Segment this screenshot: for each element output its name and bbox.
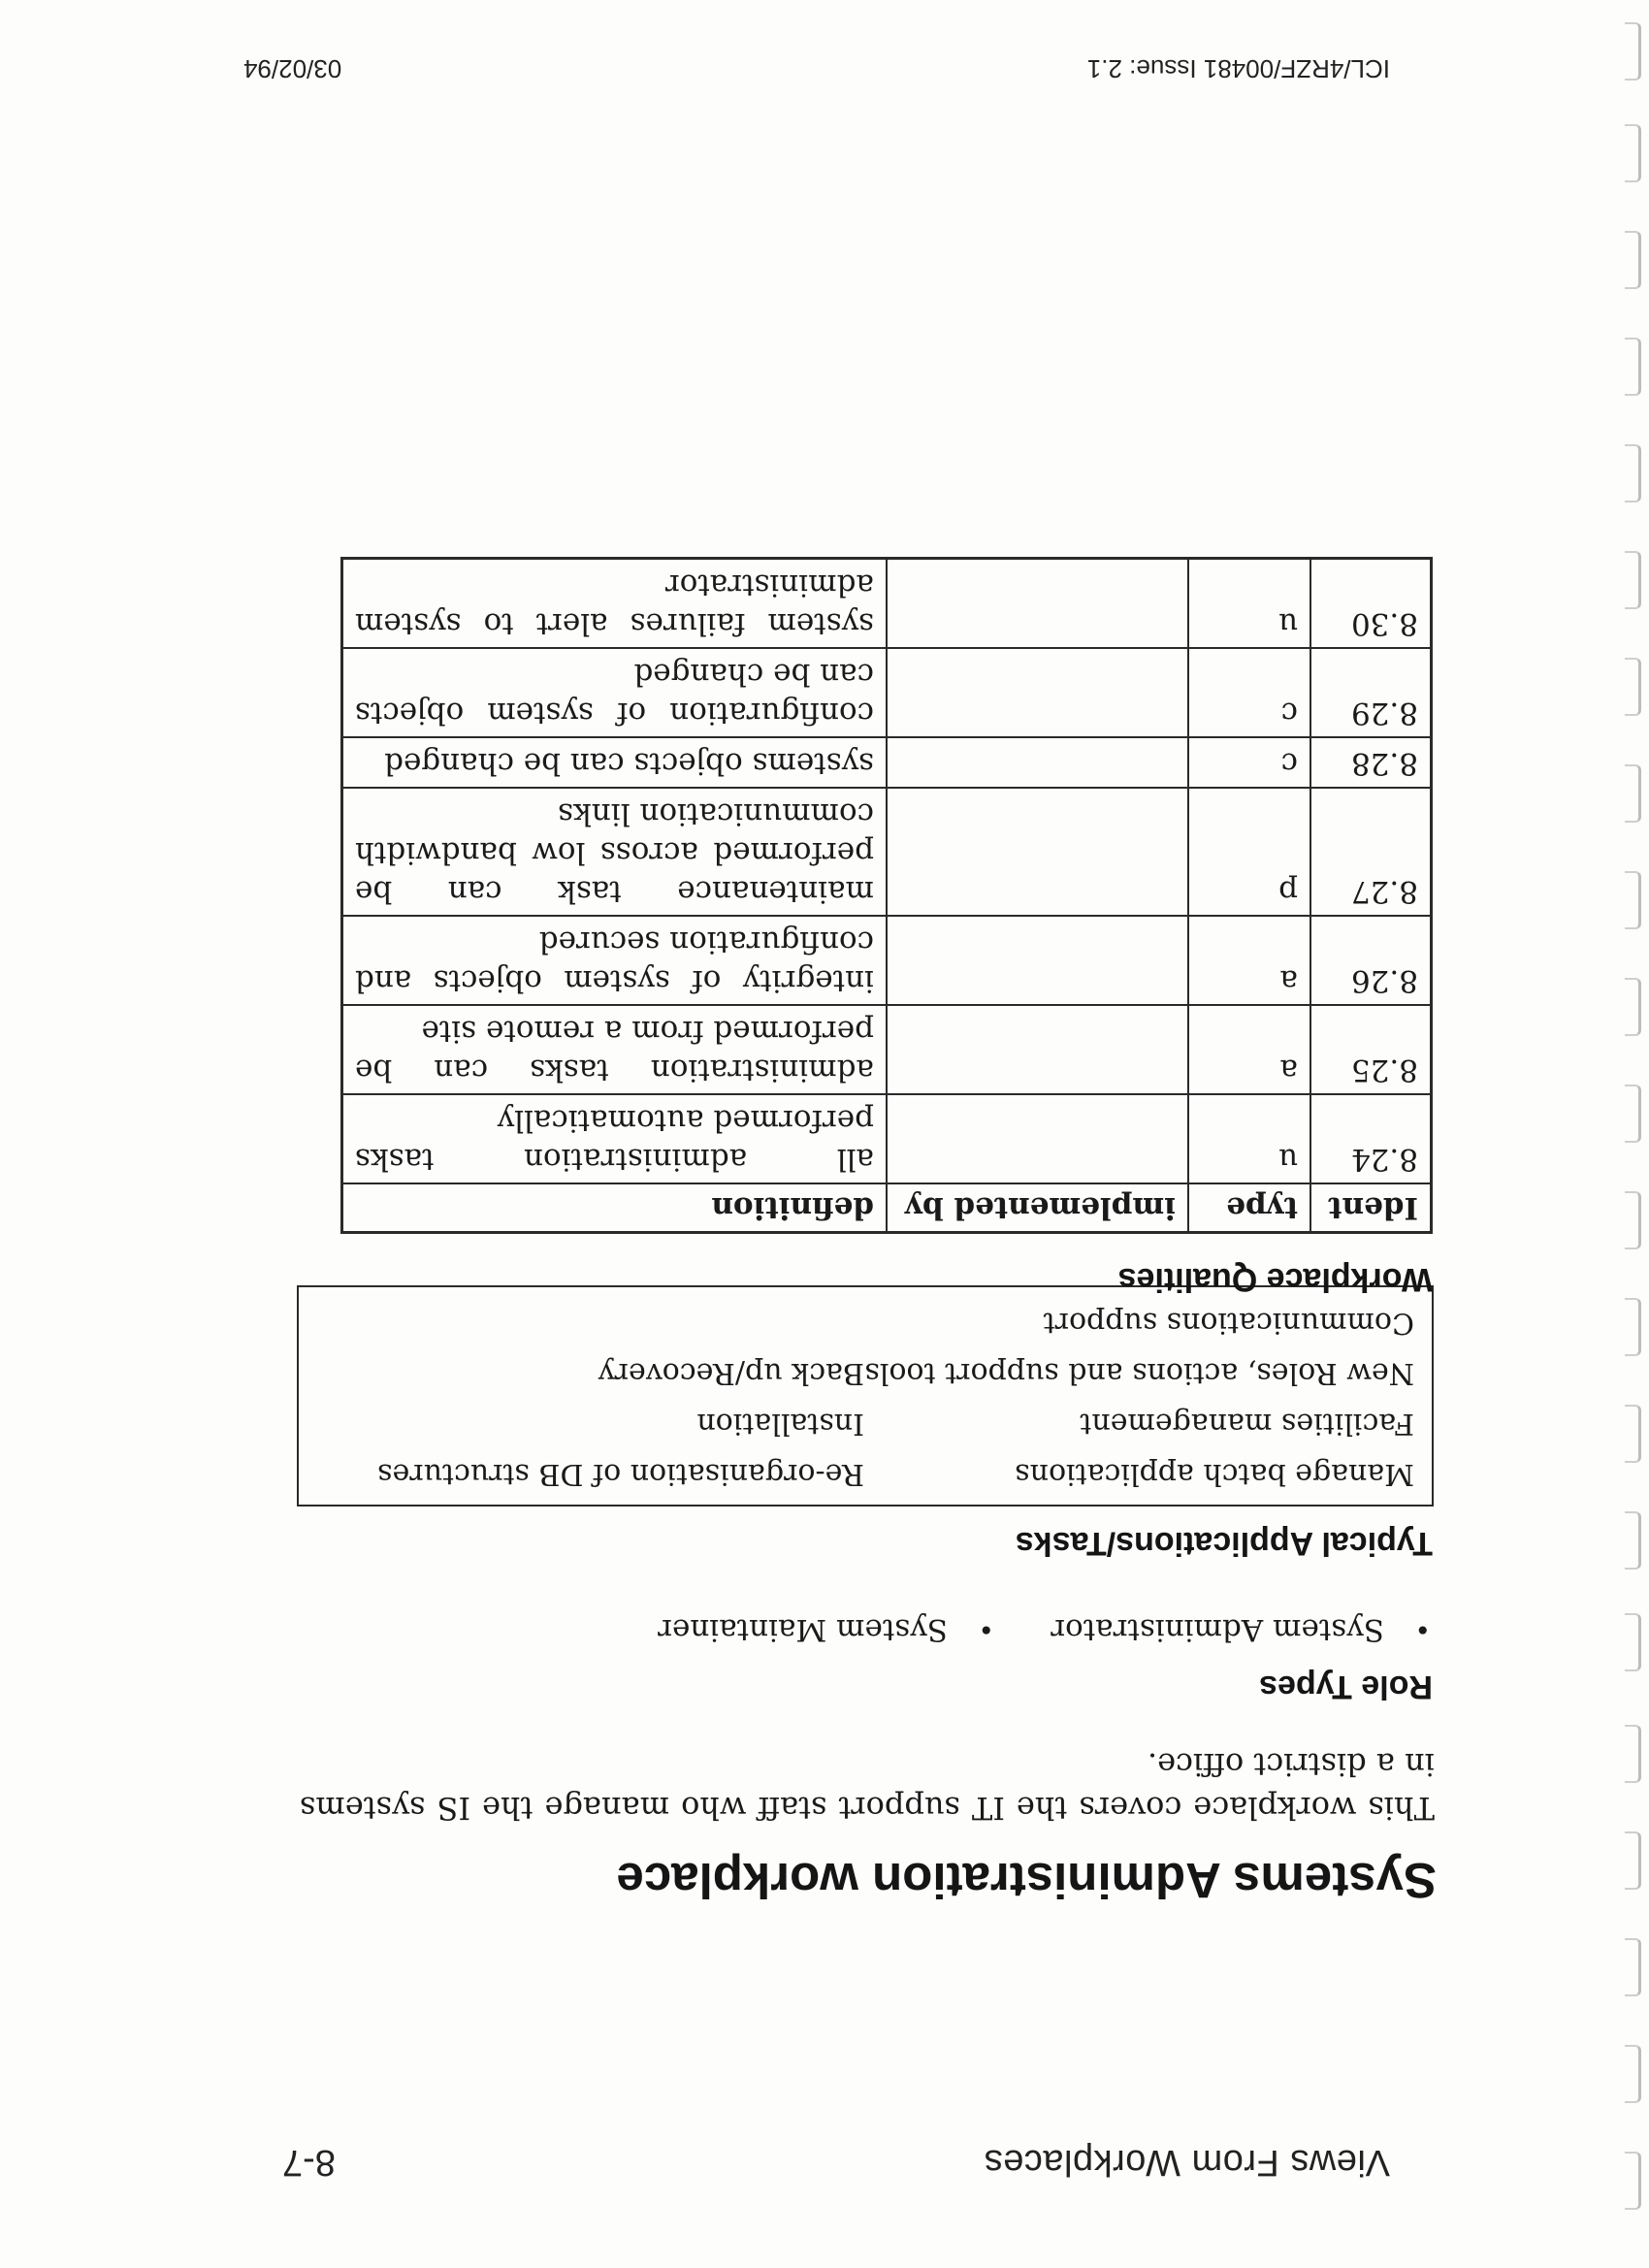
ident-cell: 8.30 (1310, 559, 1432, 649)
type-cell: u (1188, 559, 1310, 649)
task-item: Installation (696, 1407, 864, 1441)
task-item: Re-organisation of DB structures (377, 1457, 864, 1491)
table-row (342, 737, 1432, 788)
column-header-ident: Ident (1310, 1183, 1432, 1233)
typical-tasks-heading: Typical Applications/Tasks (1015, 1525, 1433, 1562)
task-item: Back up/Recovery (598, 1356, 864, 1390)
punch-mark (1625, 444, 1641, 502)
workplace-qualities-heading: Workplace Qualities (1117, 1261, 1433, 1298)
punch-mark (1625, 764, 1641, 823)
role-types-list (461, 1599, 1431, 1647)
punch-mark (1625, 1613, 1641, 1671)
type-cell: p (1188, 788, 1310, 916)
implemented-by-cell (887, 648, 1188, 737)
type-cell: a (1188, 916, 1310, 1005)
punch-mark (1625, 22, 1641, 81)
list-item (658, 1612, 994, 1647)
ident-cell: 8.24 (1310, 1094, 1432, 1183)
task-item: Manage batch applications (1015, 1457, 1414, 1491)
punch-mark (1625, 231, 1641, 289)
punch-mark (1625, 2045, 1641, 2103)
implemented-by-cell (887, 1005, 1188, 1094)
punch-mark (1625, 658, 1641, 716)
definition-cell: systems objects can be changed (342, 737, 888, 788)
punch-mark (1625, 338, 1641, 396)
definition-cell: system failures alert to system administrator (342, 559, 888, 649)
implemented-by-cell (887, 916, 1188, 1005)
table-row (342, 916, 1432, 1005)
typical-tasks-box (297, 1285, 1434, 1507)
workplace-qualities-table (340, 557, 1433, 1234)
type-cell: c (1188, 648, 1310, 737)
bullet-icon: • (1414, 1613, 1431, 1645)
punch-mark (1625, 1191, 1641, 1249)
definition-cell: maintenance task can be performed across low bandwidth communication links (342, 788, 888, 916)
definition-cell: configuration of system objects can be changed (342, 648, 888, 737)
page-footer (243, 45, 1390, 83)
type-cell: a (1188, 1005, 1310, 1094)
punch-mark (1625, 2152, 1641, 2210)
implemented-by-cell (887, 559, 1188, 649)
punch-mark (1625, 1085, 1641, 1143)
table-row (342, 559, 1432, 649)
implemented-by-cell (887, 737, 1188, 788)
table-row (342, 1094, 1432, 1183)
role-label: System Administrator (1051, 1612, 1384, 1647)
punch-mark (1625, 1831, 1641, 1890)
task-item: Facilities management (1080, 1407, 1414, 1441)
page-number: 8-7 (282, 2142, 336, 2183)
ident-cell: 8.28 (1310, 737, 1432, 788)
document-reference: ICL/4RZF/00481 Issue: 2.1 (1086, 54, 1390, 83)
ident-cell: 8.27 (1310, 788, 1432, 916)
definition-cell: integrity of system objects and configuration secured (342, 916, 888, 1005)
task-item: New Roles, actions and support tools (864, 1356, 1414, 1390)
punch-mark (1625, 1725, 1641, 1783)
binder-punch-marks (1610, 0, 1649, 2268)
column-header-definition: definition (342, 1183, 888, 1233)
role-types-heading: Role Types (1259, 1669, 1433, 1705)
type-cell: u (1188, 1094, 1310, 1183)
document-date: 03/02/94 (243, 54, 342, 83)
ident-cell: 8.25 (1310, 1005, 1432, 1094)
ident-cell: 8.29 (1310, 648, 1432, 737)
type-cell: c (1188, 737, 1310, 788)
punch-mark (1625, 978, 1641, 1036)
bullet-icon: • (978, 1613, 994, 1645)
definition-cell: administration tasks can be performed from a remote site (342, 1005, 888, 1094)
book-title: Views From Workplaces (984, 2142, 1390, 2183)
ident-cell: 8.26 (1310, 916, 1432, 1005)
intro-paragraph: This workplace covers the IT support staff who manage the IS systems in a district office. (300, 1746, 1435, 1827)
punch-mark (1625, 1511, 1641, 1570)
table-header-row (342, 1183, 1432, 1233)
running-header (243, 2124, 1390, 2183)
role-label: System Maintainer (658, 1612, 948, 1647)
section-title: Systems Administration workplace (616, 1853, 1437, 1908)
list-item (1051, 1612, 1431, 1647)
implemented-by-cell (887, 788, 1188, 916)
column-header-type: type (1188, 1183, 1310, 1233)
punch-mark (1625, 1298, 1641, 1356)
punch-mark (1625, 1938, 1641, 1996)
table-row (342, 1005, 1432, 1094)
table-row (342, 648, 1432, 737)
punch-mark (1625, 1405, 1641, 1463)
definition-cell: all administration tasks performed automatically (342, 1094, 888, 1183)
table-row (342, 788, 1432, 916)
implemented-by-cell (887, 1094, 1188, 1183)
task-item: Communications support (1043, 1306, 1414, 1340)
punch-mark (1625, 551, 1641, 609)
punch-mark (1625, 871, 1641, 929)
punch-mark (1625, 124, 1641, 182)
column-header-implemented-by: implemented by (887, 1183, 1188, 1233)
